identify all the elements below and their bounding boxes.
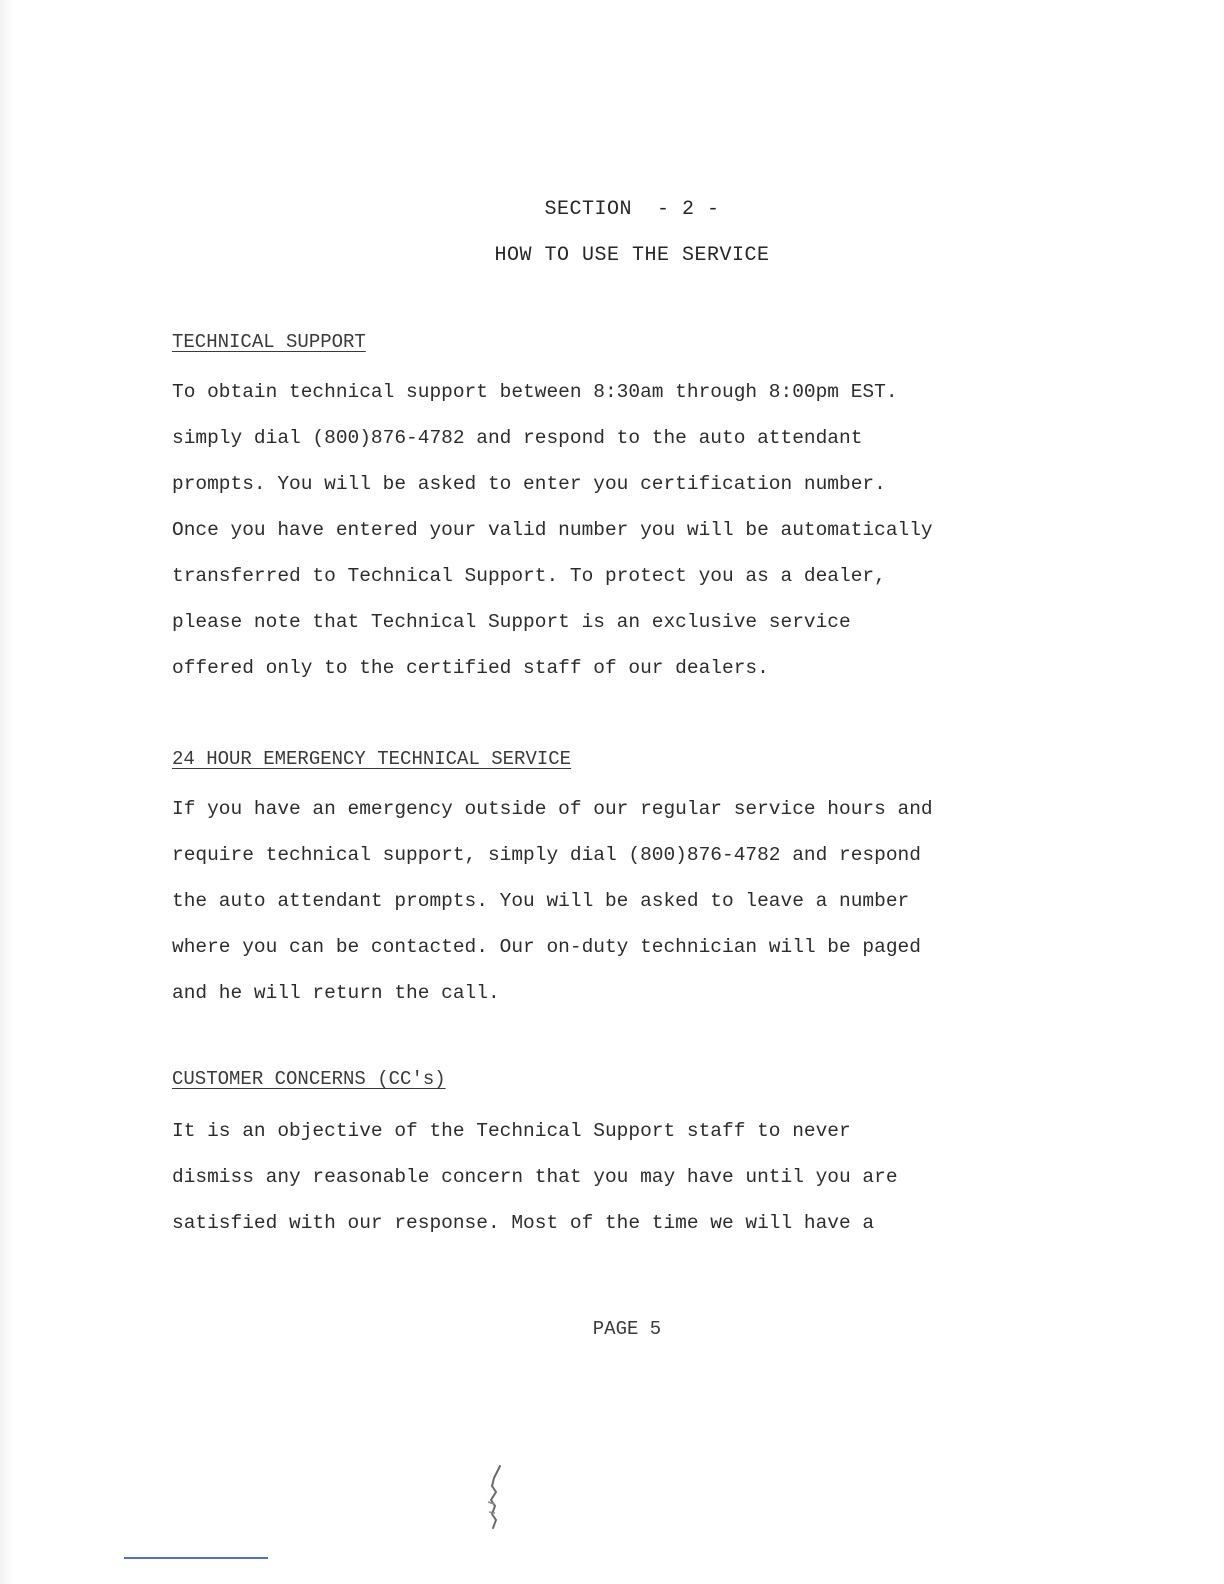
paragraph-line: require technical support, simply dial (800)876-4782 and respond [172, 844, 921, 866]
technical-support-paragraph [172, 369, 1092, 691]
emergency-service-paragraph [172, 786, 1092, 1016]
customer-concerns-heading: CUSTOMER CONCERNS (CC's) [172, 1068, 446, 1090]
paragraph-line: simply dial (800)876-4782 and respond to the auto attendant [172, 427, 863, 449]
paragraph-line: transferred to Technical Support. To protect you as a dealer, [172, 565, 886, 587]
paragraph-line: It is an objective of the Technical Support staff to never [172, 1120, 851, 1142]
page-number: PAGE 5 [592, 1318, 662, 1340]
paragraph-line: offered only to the certified staff of our dealers. [172, 657, 769, 679]
paragraph-line: prompts. You will be asked to enter you certification number. [172, 473, 886, 495]
emergency-service-heading: 24 HOUR EMERGENCY TECHNICAL SERVICE [172, 748, 572, 770]
paragraph-line: where you can be contacted. Our on-duty technician will be paged [172, 936, 921, 958]
paragraph-line: and he will return the call. [172, 982, 500, 1004]
paragraph-line: If you have an emergency outside of our regular service hours and [172, 798, 933, 820]
bottom-rule [124, 1557, 268, 1559]
technical-support-heading: TECHNICAL SUPPORT [172, 331, 366, 353]
paragraph-line: Once you have entered your valid number you will be automatically [172, 519, 933, 541]
paragraph-line: dismiss any reasonable concern that you may have until you are [172, 1166, 898, 1188]
customer-concerns-paragraph [172, 1108, 1092, 1246]
section-title: HOW TO USE THE SERVICE [494, 244, 770, 267]
section-number: SECTION - 2 - [544, 198, 720, 221]
paragraph-line: please note that Technical Support is an exclusive service [172, 611, 851, 633]
paragraph-line: satisfied with our response. Most of the time we will have a [172, 1212, 875, 1234]
scan-edge-shadow [0, 0, 14, 1584]
handwritten-mark-icon [482, 1462, 506, 1532]
paragraph-line: To obtain technical support between 8:30am through 8:00pm EST. [172, 381, 898, 403]
paragraph-line: the auto attendant prompts. You will be asked to leave a number [172, 890, 910, 912]
